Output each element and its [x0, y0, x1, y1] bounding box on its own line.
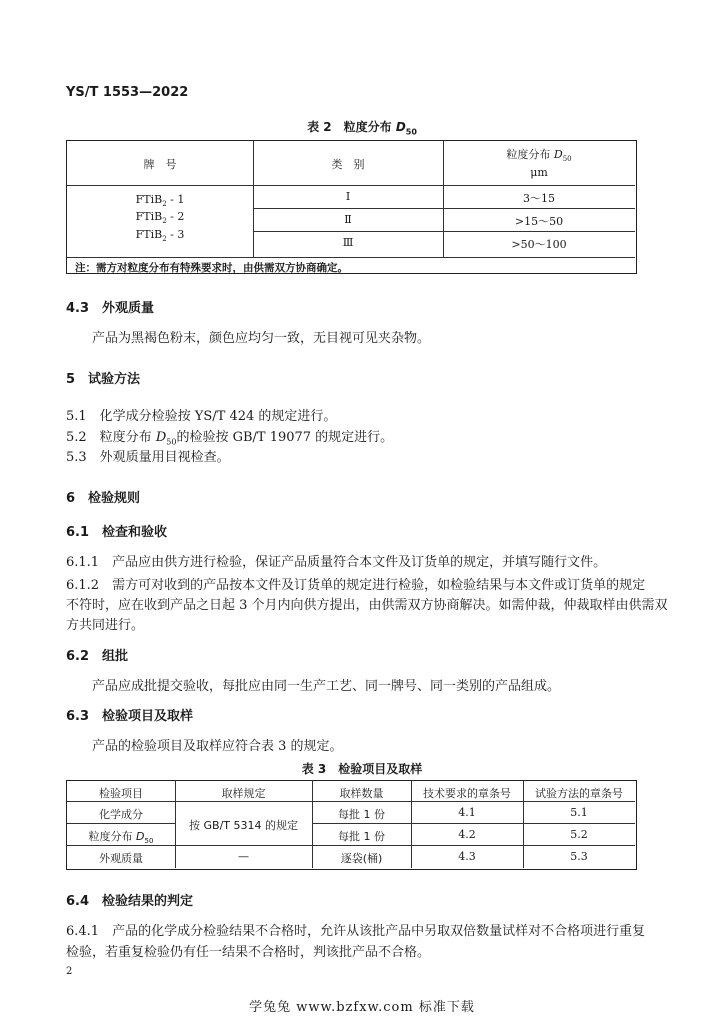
section-5-3: 5.3 外观质量用目视检查。 — [66, 450, 230, 465]
section-6-4-heading: 6.4 检验结果的判定 — [66, 894, 194, 909]
section-6-heading: 6 检验规则 — [66, 491, 141, 506]
table3-row-line-1a — [67, 823, 175, 824]
footer-watermark: 学兔兔 www.bzfxw.com 标准下载 — [249, 1000, 475, 1015]
section-6-2-heading: 6.2 组批 — [66, 649, 129, 664]
table2-range-3: >50～100 — [511, 238, 567, 251]
table2-caption-var: D — [395, 120, 406, 134]
table3-req-2: 4.2 — [458, 828, 476, 841]
table2-caption-text: 粒度分布 — [343, 120, 396, 134]
table3-qty-1: 每批 1 份 — [338, 808, 385, 821]
table3-qty-2: 每批 1 份 — [338, 830, 385, 843]
section-6-1-1: 6.1.1 产品应由供方进行检验，保证产品质量符合本文件及订货单的规定，并填写随行文件。 — [66, 555, 607, 570]
table3-rule-3: — — [238, 850, 249, 863]
table3-header-item: 检验项目 — [99, 787, 143, 800]
table2-header-unit: μm — [530, 166, 548, 179]
table3-row-line-1b — [312, 823, 635, 824]
section-4-3-heading: 4.3 外观质量 — [66, 301, 155, 316]
section-6-1-2-line1: 6.1.2 需方可对收到的产品按本文件及订货单的规定进行检验，如检验结果与本文件或订货单的规定 — [66, 578, 646, 593]
table3-req-1: 4.1 — [458, 806, 476, 819]
table2-class-3: Ⅲ — [342, 236, 354, 249]
section-5-1: 5.1 化学成分检验按 YS/T 424 的规定进行。 — [66, 409, 337, 424]
table2-caption-prefix: 表 2 — [307, 120, 332, 134]
table2-header-psd-var: D — [553, 148, 563, 161]
table3-method-1: 5.1 — [570, 806, 588, 819]
table2-range-2: >15～50 — [514, 215, 564, 228]
table2-header-psd-label: 粒度分布 — [506, 148, 554, 161]
table2-header-grade: 牌 号 — [143, 158, 177, 171]
table3-qty-3: 逐袋(桶) — [340, 852, 383, 865]
table2-row-line-2 — [253, 231, 635, 232]
table2-caption — [0, 118, 724, 136]
table3-header-qty: 取样数量 — [339, 787, 384, 800]
table2-header-psd-sub: 50 — [562, 155, 572, 164]
table2-header-class: 类 别 — [331, 158, 365, 171]
page-number: 2 — [66, 966, 73, 977]
table3-item-3: 外观质量 — [99, 852, 143, 865]
table3-method-2: 5.2 — [570, 828, 588, 841]
table3-item-2: 粒度分布 $D_{50}$ — [88, 830, 154, 846]
section-6-4-1-line2: 检验，若重复检验仍有任一结果不合格时，判该批产品不合格。 — [66, 945, 431, 960]
table3-header-line — [67, 801, 635, 802]
section-6-4-1-line1: 6.4.1 产品的化学成分检验结果不合格时，允许从该批产品中另取双倍数量试样对不合格项进行重复 — [66, 924, 646, 939]
table2-header-line — [67, 185, 635, 186]
section-4-3-text: 产品为黑褐色粉末，颜色应均匀一致，无目视可见夹杂物。 — [92, 331, 431, 346]
section-5-heading: 5 试验方法 — [66, 372, 141, 387]
table2-class-2: Ⅱ — [344, 213, 352, 226]
table2-grade-1: FTiB$_2$ - 1 — [135, 193, 185, 209]
table2-note-line — [67, 257, 635, 258]
section-6-1-heading: 6.1 检查和验收 — [66, 525, 168, 540]
section-6-1-2-line3: 方共同进行。 — [66, 618, 145, 633]
table3-method-3: 5.3 — [570, 850, 588, 863]
standard-number: YS/T 1553—2022 — [66, 85, 189, 100]
section-6-3-heading: 6.3 检验项目及取样 — [66, 709, 194, 724]
section-6-1-2-line2: 不符时，应在收到产品之日起 3 个月内向供方提出，由供需双方协商解决。如需仲裁，仲裁取样由供需双 — [66, 598, 668, 613]
table2-row-line-1 — [253, 208, 635, 209]
table2-grade-2: FTiB$_2$ - 2 — [135, 210, 185, 226]
table3 — [66, 780, 637, 870]
section-6-2-text: 产品应成批提交验收，每批应由同一生产工艺、同一牌号、同一类别的产品组成。 — [92, 679, 561, 694]
table2-range-1: 3～15 — [523, 192, 555, 205]
table3-item-1: 化学成分 — [99, 808, 143, 821]
table3-caption: 表 3 检验项目及取样 — [301, 762, 423, 776]
table2 — [66, 140, 637, 274]
table3-header-req: 技术要求的章条号 — [423, 787, 511, 800]
table2-class-1: Ⅰ — [345, 190, 351, 203]
table2-grade-3: FTiB$_2$ - 3 — [135, 228, 185, 244]
table3-header-rule: 取样规定 — [221, 787, 266, 800]
table2-caption-sub: 50 — [405, 127, 417, 137]
table3-req-3: 4.3 — [458, 850, 476, 863]
table2-note: 注：需方对粒度分布有特殊要求时，由供需双方协商确定。 — [75, 262, 348, 274]
table3-rule-merged: 按 GB/T 5314 的规定 — [189, 819, 298, 832]
section-5-2: 5.2 粒度分布 $D_{50}$的检验按 GB/T 19077 的规定进行。 — [66, 430, 394, 447]
table2-header-psd — [443, 146, 635, 163]
table3-header-method: 试验方法的章条号 — [535, 787, 623, 800]
section-6-3-text: 产品的检验项目及取样应符合表 3 的规定。 — [92, 739, 343, 754]
